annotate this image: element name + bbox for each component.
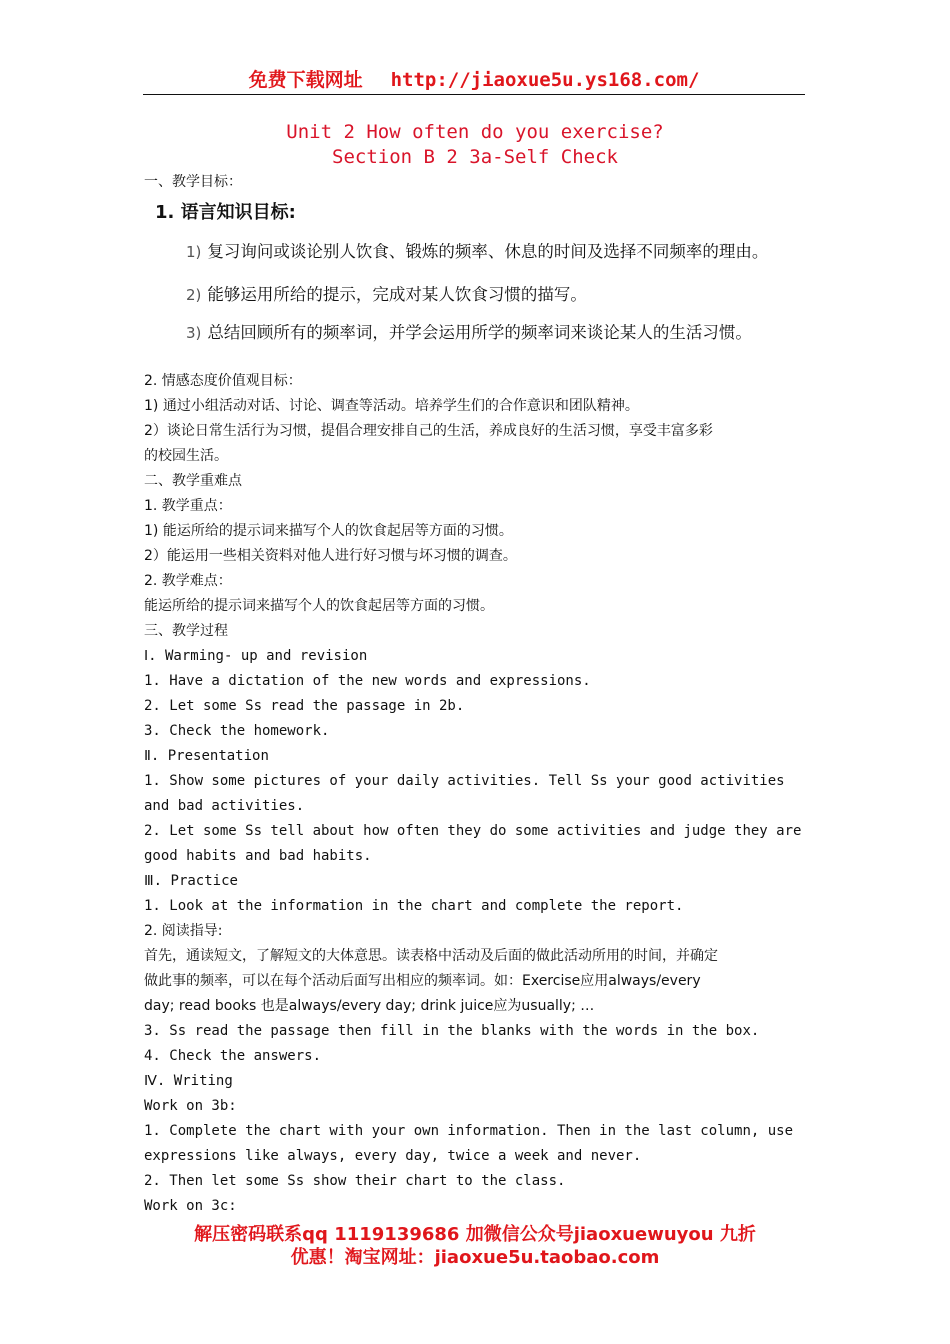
- text-line: 2. 阅读指导:: [144, 923, 223, 939]
- text-line: 的校园生活。: [144, 448, 228, 464]
- text-line: and bad activities.: [144, 798, 305, 814]
- language-knowledge-heading: 1. 语言知识目标:: [155, 202, 296, 223]
- document-title: Unit 2 How often do you exercise?: [286, 121, 664, 143]
- text-line: 2. Then let some Ss show their chart to the class.: [144, 1173, 566, 1189]
- text-line: 做此事的频率，可以在每个活动后面写出相应的频率词。如：Exercise应用always/every: [144, 973, 701, 989]
- objective-item-number: 1): [186, 243, 202, 261]
- document-subtitle: Section B 2 3a-Self Check: [332, 146, 618, 168]
- objective-item-text: 能够运用所给的提示，完成对某人饮食习惯的描写。: [207, 285, 587, 304]
- text-line: good habits and bad habits.: [144, 848, 372, 864]
- text-line: 2. Let some Ss tell about how often they do some activities and judge they are: [144, 823, 802, 839]
- objective-item-2: [186, 285, 587, 305]
- header-url-link[interactable]: http://jiaoxue5u.ys168.com/: [390, 69, 700, 91]
- text-line: day; read books 也是always/every day; drink juice应为usually; …: [144, 998, 595, 1014]
- text-line: 首先，通读短文，了解短文的大体意思。读表格中活动及后面的做此活动所用的时间，并确定: [144, 948, 718, 964]
- text-line: 2）能运用一些相关资料对他人进行好习惯与坏习惯的调查。: [144, 548, 517, 564]
- text-line: 2. Let some Ss read the passage in 2b.: [144, 698, 465, 714]
- text-line: 1. 教学重点：: [144, 498, 232, 514]
- footer-contact: 解压密码联系qq 1119139686 加微信公众号jiaoxuewuyou 九折: [194, 1224, 756, 1245]
- text-line: 1) 通过小组活动对话、讨论、调查等活动。培养学生们的合作意识和团队精神。: [144, 398, 639, 414]
- text-line: Work on 3b:: [144, 1098, 237, 1114]
- text-line: 1. Complete the chart with your own information. Then in the last column, use: [144, 1123, 794, 1139]
- page-header: [143, 66, 805, 95]
- objective-item-text: 总结回顾所有的频率词，并学会运用所学的频率词来谈论某人的生活习惯。: [207, 323, 752, 342]
- header-label: 免费下载网址: [248, 69, 363, 91]
- text-line: 2）谈论日常生活行为习惯，提倡合理安排自己的生活，养成良好的生活习惯，享受丰富多彩: [144, 423, 713, 439]
- text-line: Work on 3c:: [144, 1198, 237, 1214]
- footer-shop-link[interactable]: 优惠！淘宝网址：jiaoxue5u.taobao.com: [290, 1247, 660, 1268]
- text-line: 1. Show some pictures of your daily activities. Tell Ss your good activities: [144, 773, 785, 789]
- text-line: 1) 能运所给的提示词来描写个人的饮食起居等方面的习惯。: [144, 523, 513, 539]
- step-heading-presentation: Ⅱ. Presentation: [144, 748, 269, 764]
- section-heading-key-points: 二、教学重难点: [144, 473, 242, 489]
- objective-item-text: 复习询问或谈论别人饮食、锻炼的频率、休息的时间及选择不同频率的理由。: [207, 242, 769, 261]
- text-line: 2. 情感态度价值观目标：: [144, 373, 302, 389]
- objective-item-3: [186, 323, 752, 343]
- step-heading-warming-up: Ⅰ. Warming- up and revision: [144, 648, 368, 664]
- text-line: expressions like always, every day, twice a week and never.: [144, 1148, 642, 1164]
- text-line: 2. 教学难点：: [144, 573, 232, 589]
- section-heading-process: 三、教学过程: [144, 623, 228, 639]
- text-line: 3. Ss read the passage then fill in the blanks with the words in the box.: [144, 1023, 760, 1039]
- section-heading-objectives: 一、教学目标：: [144, 174, 242, 190]
- step-heading-practice: Ⅲ. Practice: [144, 873, 238, 889]
- objective-item-1: [186, 242, 768, 262]
- step-heading-writing: Ⅳ. Writing: [144, 1073, 233, 1089]
- text-line: 3. Check the homework.: [144, 723, 330, 739]
- text-line: 1. Have a dictation of the new words and expressions.: [144, 673, 591, 689]
- objective-item-number: 2): [186, 286, 202, 304]
- text-line: 4. Check the answers.: [144, 1048, 322, 1064]
- objective-item-number: 3): [186, 324, 202, 342]
- text-line: 1. Look at the information in the chart and complete the report.: [144, 898, 684, 914]
- text-line: 能运所给的提示词来描写个人的饮食起居等方面的习惯。: [144, 598, 494, 614]
